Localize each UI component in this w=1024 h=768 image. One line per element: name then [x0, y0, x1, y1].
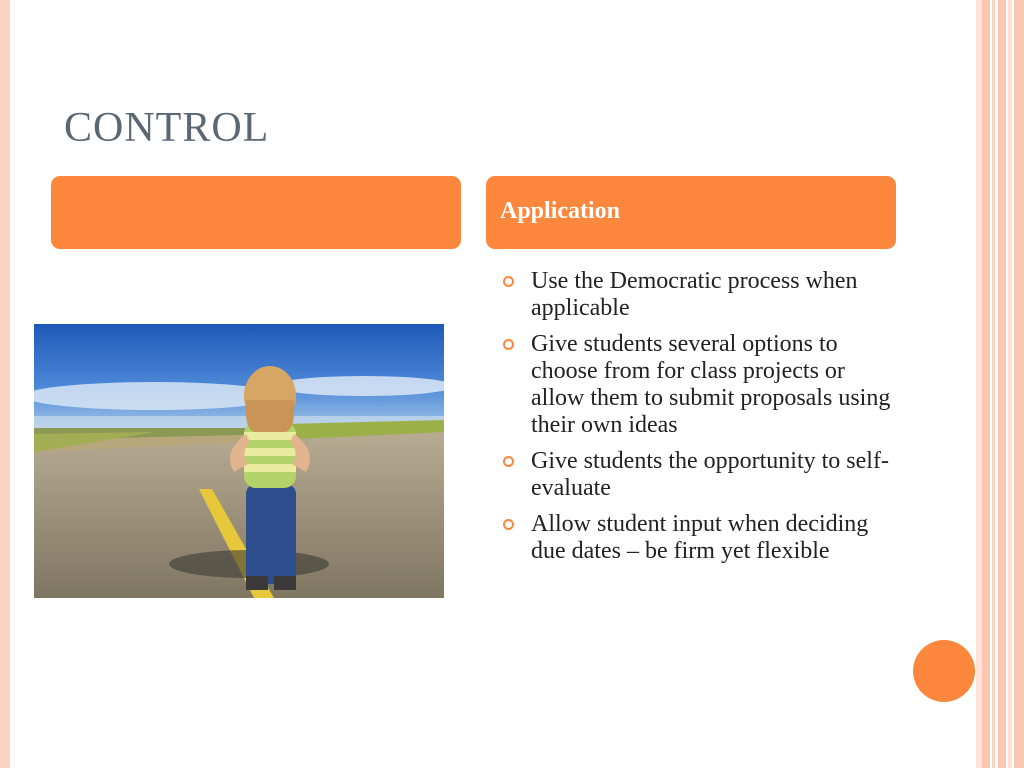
- right-stripes-decoration: [976, 0, 1024, 768]
- bullet-circle-icon: [503, 456, 514, 467]
- decorative-circle: [913, 640, 975, 702]
- list-item: [500, 511, 900, 565]
- bullet-text: Use the Democratic process when applicable: [531, 268, 858, 321]
- slide-title: CONTROL: [64, 105, 270, 151]
- bullet-circle-icon: [503, 519, 514, 530]
- list-item: [500, 268, 900, 322]
- bullet-list: [500, 268, 900, 574]
- bullet-text: Give students several options to choose from for class projects or allow them to submit proposals using their own ideas: [531, 331, 891, 438]
- bullet-text: Give students the opportunity to self-evaluate: [531, 448, 889, 501]
- bullet-circle-icon: [503, 339, 514, 350]
- bullet-text: Allow student input when deciding due dates – be firm yet flexible: [531, 511, 869, 564]
- bullet-circle-icon: [503, 276, 514, 287]
- right-header-box: [486, 176, 896, 249]
- left-border-decoration: [0, 0, 8, 768]
- list-item: [500, 331, 900, 439]
- list-item: [500, 448, 900, 502]
- child-on-road-photo: [34, 324, 444, 598]
- left-header-box: [51, 176, 461, 249]
- right-header-label: Application: [500, 198, 621, 224]
